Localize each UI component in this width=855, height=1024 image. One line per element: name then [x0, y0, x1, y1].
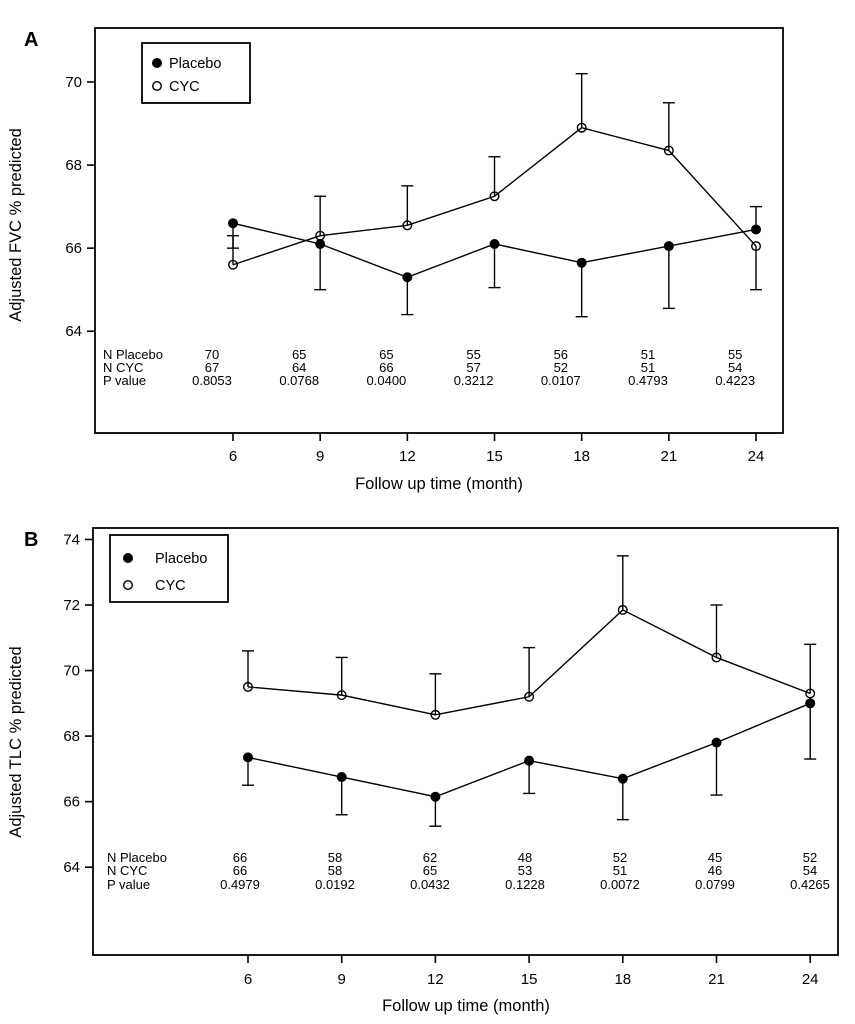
x-tick-label: 15 — [486, 448, 503, 465]
table-row-label: N CYC — [107, 863, 148, 878]
y-tick-label: 64 — [63, 859, 80, 877]
data-point-placebo — [244, 753, 253, 762]
table-cell: 51 — [612, 863, 628, 878]
table-cell: 52 — [553, 360, 569, 375]
table-cell: 54 — [802, 863, 818, 878]
data-point-placebo — [229, 219, 238, 228]
sample-size-table — [107, 850, 830, 892]
y-tick-label: 64 — [65, 323, 82, 341]
table-cell: 57 — [466, 360, 481, 375]
x-tick-label: 18 — [614, 971, 632, 988]
legend-marker-placebo-icon — [153, 59, 162, 68]
table-cell: 0.1228 — [505, 877, 545, 892]
y-tick-label: 74 — [63, 531, 80, 549]
table-cell: 52 — [612, 850, 628, 865]
table-cell: 66 — [232, 863, 248, 878]
x-tick-label: 21 — [660, 448, 678, 465]
sample-size-table — [103, 347, 755, 388]
data-point-placebo — [665, 242, 674, 251]
legend-label: CYC — [169, 79, 200, 95]
table-cell: 0.4793 — [628, 373, 668, 388]
series-placebo — [227, 207, 762, 317]
data-point-placebo — [525, 756, 534, 765]
table-cell: 53 — [517, 863, 533, 878]
table-cell: 65 — [379, 347, 394, 362]
table-cell: 0.3212 — [453, 373, 494, 388]
x-tick-label: 12 — [427, 971, 444, 988]
table-cell: 55 — [466, 347, 481, 362]
data-point-placebo — [316, 240, 325, 249]
legend-label: Placebo — [155, 551, 208, 567]
table-cell: 65 — [422, 863, 438, 878]
x-axis — [244, 955, 819, 988]
table-cell: 64 — [291, 360, 307, 375]
table-cell: 48 — [517, 850, 533, 865]
table-row-label: N Placebo — [107, 850, 167, 865]
table-cell: 45 — [707, 850, 723, 865]
table-cell: 56 — [553, 347, 569, 362]
table-row-label: N Placebo — [103, 347, 163, 362]
y-tick-label: 68 — [63, 728, 80, 746]
table-cell: 0.0432 — [410, 877, 450, 892]
table-cell: 0.0107 — [540, 373, 581, 388]
x-tick-label: 9 — [337, 971, 346, 988]
x-tick-label: 18 — [573, 448, 591, 465]
y-tick-label: 66 — [63, 793, 80, 811]
y-tick-label: 70 — [65, 74, 82, 91]
x-axis-title: Follow up time (month) — [355, 475, 523, 493]
table-row-label: P value — [107, 877, 151, 892]
x-axis — [229, 433, 765, 465]
table-cell: 62 — [422, 850, 438, 865]
table-cell: 66 — [232, 850, 248, 865]
series-cyc — [242, 556, 816, 719]
legend-marker-cyc-icon — [124, 581, 133, 590]
table-cell: 51 — [640, 360, 656, 375]
table-cell: 58 — [327, 850, 343, 865]
x-tick-label: 15 — [520, 971, 538, 988]
y-tick-label: 72 — [63, 597, 80, 615]
table-row-label: P value — [103, 373, 147, 388]
legend-marker-cyc-icon — [153, 82, 162, 91]
table-cell: 0.0799 — [695, 877, 735, 892]
x-tick-label: 21 — [708, 971, 725, 988]
table-cell: 65 — [291, 347, 307, 362]
y-axis — [65, 74, 95, 340]
table-cell: 55 — [727, 347, 743, 362]
legend-label: Placebo — [169, 56, 222, 72]
x-tick-label: 24 — [801, 971, 819, 988]
table-cell: 66 — [379, 360, 394, 375]
table-cell: 54 — [727, 360, 743, 375]
data-point-placebo — [752, 225, 761, 234]
x-tick-label: 6 — [228, 448, 238, 465]
data-point-placebo — [403, 273, 412, 282]
table-cell: 0.4979 — [220, 877, 260, 892]
table-cell: 52 — [802, 850, 818, 865]
panel-letter: A — [24, 29, 39, 51]
table-cell: 0.4265 — [790, 877, 830, 892]
data-point-placebo — [431, 792, 440, 801]
table-row-label: N CYC — [103, 360, 144, 375]
y-tick-label: 70 — [63, 662, 80, 680]
series-placebo — [242, 699, 816, 826]
panel-letter: B — [24, 529, 39, 551]
table-cell: 67 — [204, 360, 220, 375]
x-tick-label: 6 — [243, 971, 253, 988]
legend — [142, 43, 250, 103]
table-cell: 51 — [640, 347, 656, 362]
y-axis-title: Adjusted FVC % predicted — [7, 128, 25, 322]
panel-b — [7, 528, 838, 1015]
data-point-placebo — [490, 240, 499, 249]
x-tick-label: 24 — [747, 448, 765, 465]
legend — [110, 535, 228, 602]
y-tick-label: 66 — [65, 240, 82, 258]
y-axis-title: Adjusted TLC % predicted — [7, 646, 25, 838]
y-axis — [63, 531, 93, 876]
table-cell: 0.0192 — [315, 877, 355, 892]
table-cell: 0.0768 — [279, 373, 320, 388]
table-cell: 0.0400 — [366, 373, 407, 388]
data-point-placebo — [712, 738, 721, 747]
x-tick-label: 9 — [315, 448, 325, 465]
data-point-placebo — [577, 258, 586, 267]
panel-a — [7, 28, 783, 493]
table-cell: 0.0072 — [600, 877, 640, 892]
data-point-placebo — [619, 774, 628, 783]
table-cell: 0.8053 — [192, 373, 232, 388]
y-tick-label: 68 — [65, 157, 82, 175]
x-axis-title: Follow up time (month) — [382, 997, 550, 1015]
table-cell: 70 — [204, 347, 220, 362]
table-cell: 46 — [707, 863, 723, 878]
legend-marker-placebo-icon — [124, 554, 133, 563]
x-tick-label: 12 — [398, 448, 416, 465]
table-cell: 0.4223 — [715, 373, 756, 388]
legend-label: CYC — [155, 578, 186, 594]
table-cell: 58 — [327, 863, 343, 878]
data-point-placebo — [806, 699, 815, 708]
data-point-placebo — [337, 773, 346, 782]
